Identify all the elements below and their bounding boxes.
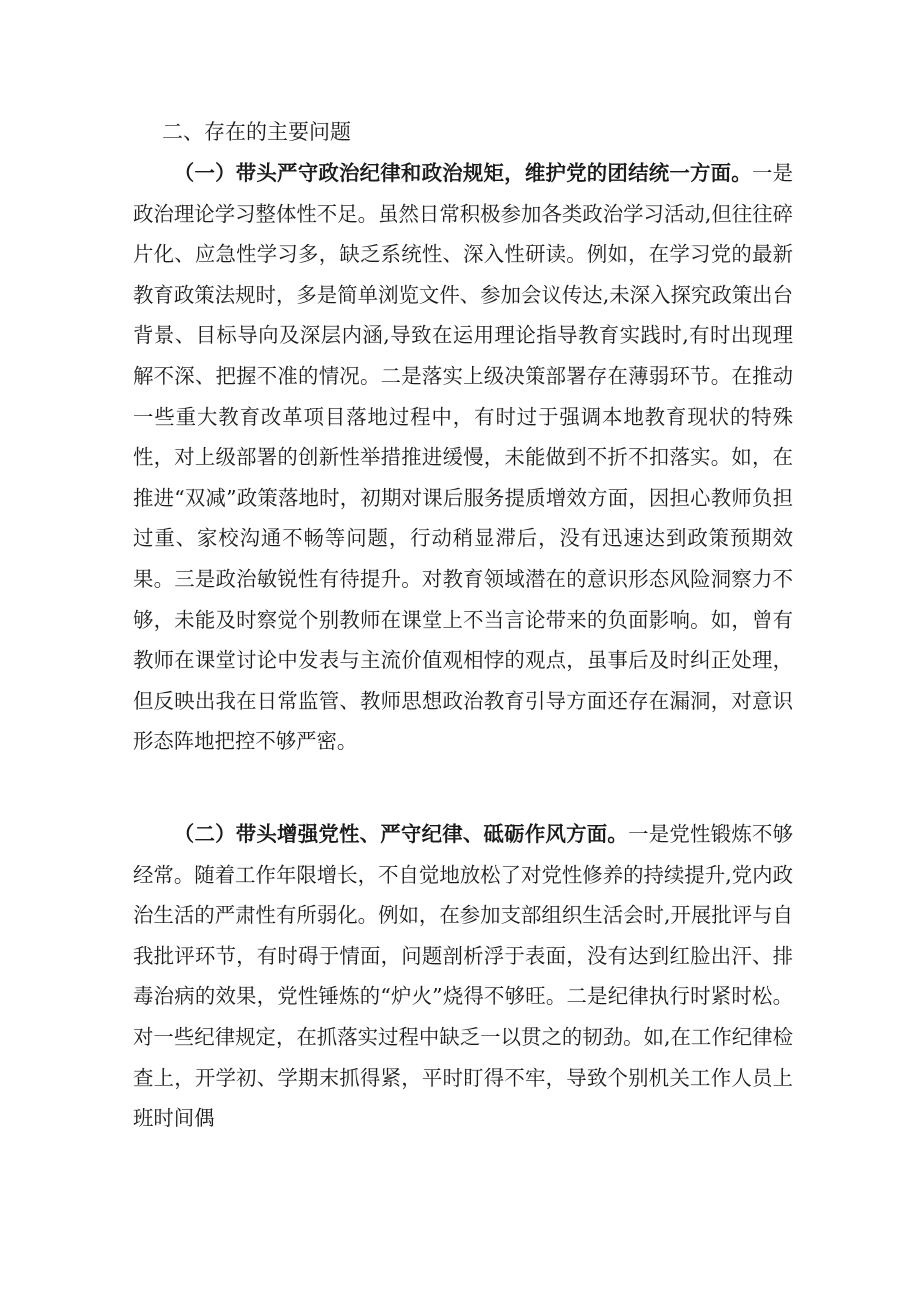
paragraph-1-lead: （一）带头严守政治纪律和政治规矩，维护党的团结统一方面。 <box>173 161 752 185</box>
section-heading: 二、存在的主要问题 <box>162 120 351 144</box>
paragraph-2-body: 一是党性锻炼不够经常。随着工作年限增长，不自觉地放松了对党性修养的持续提升,党内政治生活的严肃性有所弱化。例如，在参加支部组织生活会时,开展批评与自我批评环节，有时碍于情面，问题剖析浮于表面，没有达到红脸出汗、排毒治病的效果，党性锤炼的“炉火”烧得不够旺。二是纪律执行时紧时松。对一些纪律规定，在抓落实过程中缺乏一以贯之的韧劲。如,在工作纪律检查上，开学初、学期末抓得紧，平时盯得不牢，导致个别机关工作人员上班时间偶 <box>133 822 794 1131</box>
paragraph-1-body: 一是政治理论学习整体性不足。虽然日常积极参加各类政治学习活动,但往往碎片化、应急性学习多，缺乏系统性、深入性研读。例如，在学习党的最新教育政策法规时，多是简单浏览文件、参加会议传达,未深入探究政策出台背景、目标导向及深层内涵,导致在运用理论指导教育实践时,有时出现理解不深、把握不准的情况。二是落实上级决策部署存在薄弱环节。在推动一些重大教育改革项目落地过程中，有时过于强调本地教育现状的特殊性，对上级部署的创新性举措推进缓慢，未能做到不折不扣落实。如，在推进“双减”政策落地时，初期对课后服务提质增效方面，因担心教师负担过重、家校沟通不畅等问题，行动稍显滞后，没有迅速达到政策预期效果。三是政治敏锐性有待提升。对教育领域潜在的意识形态风险洞察力不够，未能及时察觉个别教师在课堂上不当言论带来的负面影响。如，曾有教师在课堂讨论中发表与主流价值观相悖的观点，虽事后及时纠正处理，但反映出我在日常监管、教师思想政治教育引导方面还存在漏洞，对意识形态阵地把控不够严密。 <box>133 161 794 754</box>
paragraph-2 <box>133 814 793 1139</box>
paragraph-2-lead: （二）带头增强党性、严守纪律、砥砺作风方面。 <box>173 822 629 846</box>
paragraph-1 <box>133 153 793 762</box>
